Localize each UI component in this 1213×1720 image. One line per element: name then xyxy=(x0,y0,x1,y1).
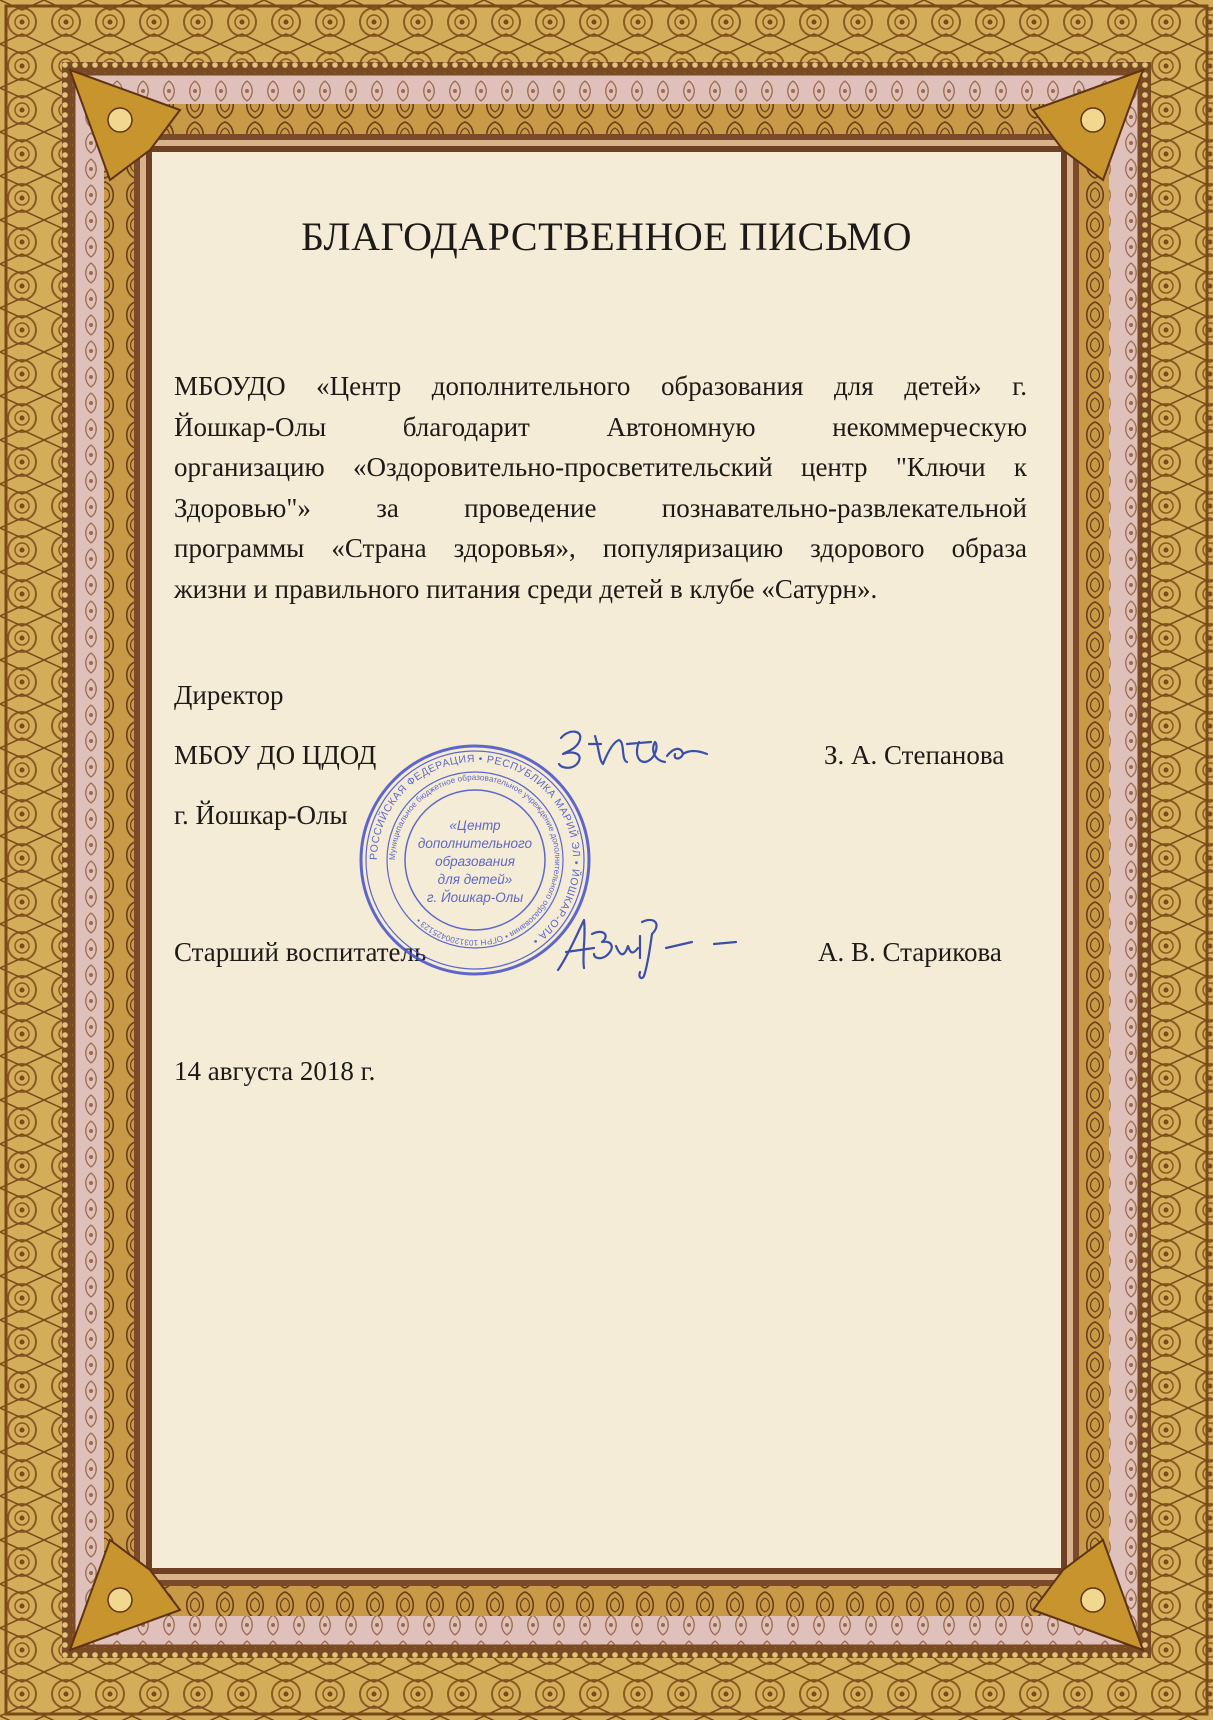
director-signature xyxy=(555,720,715,776)
stamp-center-line: «Центр xyxy=(449,818,501,833)
body-line: программы «Страна здоровья», популяризацию здорового образа xyxy=(174,533,1027,563)
stamp-center-line: г. Йошкар-Олы xyxy=(426,890,524,905)
stamp-center-line: образования xyxy=(435,854,515,869)
body-line: организацию «Оздоровительно-просветительский центр "Ключи к xyxy=(174,452,1027,482)
stamp-center-line: для детей» xyxy=(437,872,513,887)
body-line: Здоровью"» за проведение познавательно-развлекательной xyxy=(174,492,1027,523)
educator-signature xyxy=(554,912,740,982)
stamp-inner-ring-text: Муниципальное бюджетное образовательное учреждение дополнительного образования • ОГРН 1031200425123 • xyxy=(387,772,563,948)
educator-name: А. В. Старикова xyxy=(818,937,1002,967)
document-body xyxy=(174,366,1027,609)
body-line: жизни и правильного питания среди детей в клубе «Сатурн». xyxy=(174,573,878,604)
educator-title: Старший воспитатель xyxy=(174,937,427,967)
stamp-center-line: дополнительного xyxy=(417,836,533,851)
document-date: 14 августа 2018 г. xyxy=(174,1056,376,1086)
director-title-line3: г. Йошкар-Олы xyxy=(174,800,348,830)
body-line: Йошкар-Олы благодарит Автономную некоммерческую xyxy=(174,411,1027,442)
body-line: МБОУДО «Центр дополнительного образования для детей» г. xyxy=(174,371,1027,401)
stamp-outer-ring-text: РОССИЙСКАЯ ФЕДЕРАЦИЯ • РЕСПУБЛИКА МАРИЙ ЭЛ • ЙОШКАР-ОЛА • xyxy=(367,752,583,948)
director-title-line1: Директор xyxy=(174,680,284,710)
document-title: БЛАГОДАРСТВЕННОЕ ПИСЬМО xyxy=(300,214,912,259)
director-name: З. А. Степанова xyxy=(824,740,1005,770)
director-title-line2: МБОУ ДО ЦДОД xyxy=(174,740,377,770)
